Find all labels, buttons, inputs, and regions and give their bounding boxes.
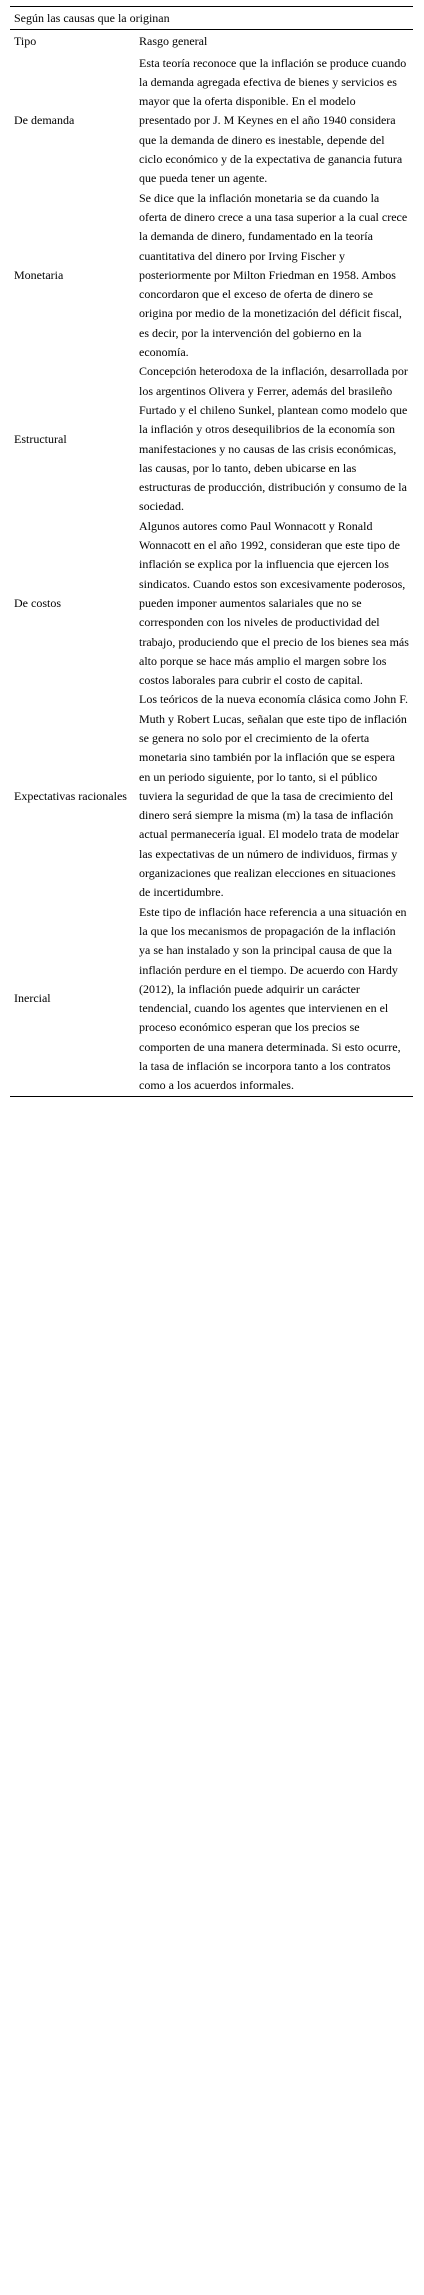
type-cell: Estructural bbox=[14, 431, 67, 446]
table-caption: Según las causas que la originan bbox=[10, 7, 413, 30]
column-header-rasgo-general: Rasgo general bbox=[135, 30, 413, 53]
table-row bbox=[10, 517, 413, 691]
feature-cell: Los teóricos de la nueva economía clásica como John F. Muth y Robert Lucas, señalan que este tipo de inflación se genera no solo por el crecimiento de la oferta monetaria sino también por la inflación que se espera en un periodo siguiente, por lo tanto, si el público tuviera la seguridad de que la tasa de crecimiento del dinero será siempre la misma (m) la tasa de inflación actual permanecería igual. El modelo trata de modelar las expectativas de un número de individuos, firmas y organizaciones que realizan elecciones en situaciones de incertidumbre. bbox=[139, 692, 408, 900]
column-header-tipo: Tipo bbox=[10, 30, 135, 53]
table-caption-row bbox=[10, 7, 413, 30]
table-header-row bbox=[10, 30, 413, 53]
feature-cell: Esta teoría reconoce que la inflación se produce cuando la demanda agregada efectiva de bienes y servicios es mayor que la oferta disponible. En el modelo presentado por J. M Keynes en el año 1940 considera que la demanda de dinero es inestable, depende del ciclo económico y de la expectativa de ganancia futura que pueda tener un agente. bbox=[139, 55, 407, 186]
inflation-causes-table bbox=[10, 6, 413, 1097]
type-cell: De costos bbox=[14, 595, 61, 610]
type-cell: De demanda bbox=[14, 113, 75, 128]
feature-cell: Este tipo de inflación hace referencia a una situación en la que los mecanismos de propagación de la inflación ya se han instalado y son la principal causa de que la inflación perdure en el tiempo. De acuerdo con Hardy (2012), la inflación puede adquirir un carácter tendencial, cuando los agentes que intervienen en el proceso económico esperan que los precios se comporten de una manera determinada. Si esto ocurre, la tasa de inflación se incorpora tanto a los contratos como a los acuerdos informales. bbox=[135, 903, 413, 1096]
type-cell: Inercial bbox=[10, 903, 135, 1096]
type-cell: Monetaria bbox=[14, 267, 64, 282]
table-row bbox=[10, 53, 413, 189]
feature-cell: Se dice que la inflación monetaria se da cuando la oferta de dinero crece a una tasa superior a la cual crece la demanda de dinero, fundamentado en la teoría cuantitativa del dinero por Irving Fischer y posteriormente por Milton Friedman en 1958. Ambos concordaron que el exceso de oferta de dinero se origina por medio de la monetización del déficit fiscal, es decir, por la intervención del gobierno en la economía. bbox=[139, 190, 408, 360]
table-row bbox=[10, 690, 413, 902]
feature-cell: Algunos autores como Paul Wonnacott y Ronald Wonnacott en el año 1992, consideran que este tipo de inflación se explica por la influencia que ejercen los sindicatos. Cuando estos son excesivamente poderosos, pueden imponer aumentos salariales que no se corresponden con los niveles de productividad del trabajo, produciendo que el precio de los bienes sea más alto porque se hace más amplio el margen sobre los costos laborales para cubrir el costo de capital. bbox=[139, 518, 409, 688]
table-row bbox=[10, 362, 413, 516]
feature-cell: Concepción heterodoxa de la inflación, desarrollada por los argentinos Olivera y Ferrer, además del brasileño Furtado y el chileno Sunkel, plantean como modelo que la inflación y otros desequilibrios de la economía son manifestaciones y no causas de las crisis económicas, las causas, por lo tanto, deben ubicarse en las estructuras de producción, distribución y consumo de la sociedad. bbox=[139, 364, 408, 514]
table-row bbox=[10, 189, 413, 363]
type-cell: Expectativas racionales bbox=[14, 788, 127, 803]
table-row bbox=[10, 903, 413, 1096]
